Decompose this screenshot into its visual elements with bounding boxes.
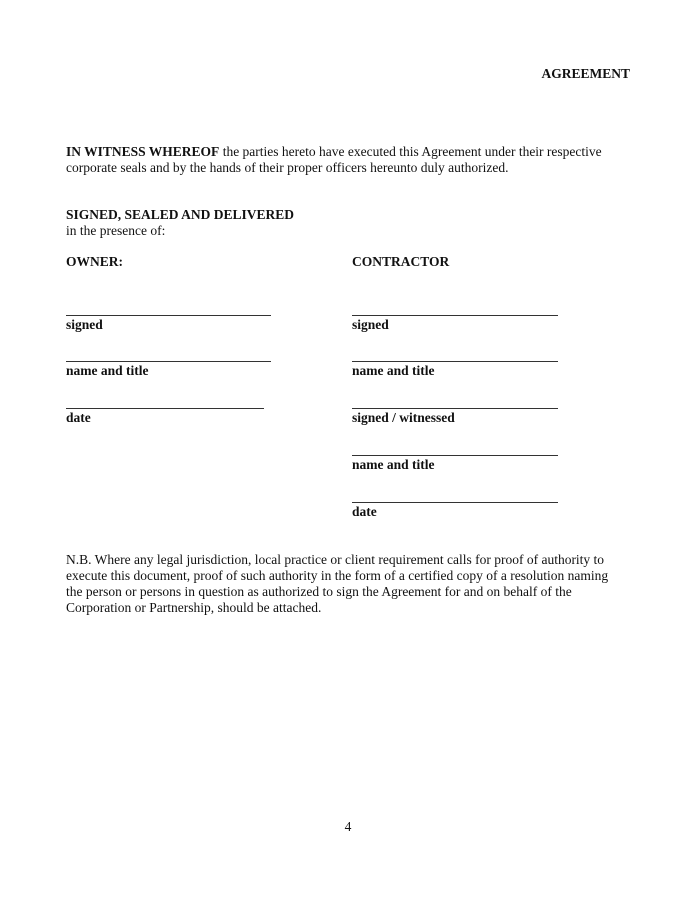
contractor-date-label: date — [352, 504, 377, 519]
contractor-signed-label: signed — [352, 317, 389, 332]
signed-sealed-heading: SIGNED, SEALED AND DELIVERED — [66, 207, 295, 222]
page-number: 4 — [344, 819, 352, 834]
document-header-title: AGREEMENT — [541, 66, 630, 81]
witness-lead: IN WITNESS WHEREOF — [66, 144, 220, 159]
owner-date-label: date — [66, 410, 91, 425]
note-line-3: the person or persons in question as authorized to sign the Agreement for and on behalf of the — [66, 584, 572, 599]
contractor-heading: CONTRACTOR — [352, 254, 450, 269]
contractor-witness-name-title-line[interactable] — [352, 455, 558, 456]
contractor-name-title-label: name and title — [352, 363, 435, 378]
contractor-signed-line[interactable] — [352, 315, 558, 316]
owner-date-line[interactable] — [66, 408, 264, 409]
presence-subheading: in the presence of: — [66, 223, 166, 238]
contractor-date-line[interactable] — [352, 502, 558, 503]
owner-heading: OWNER: — [66, 254, 123, 269]
owner-signed-label: signed — [66, 317, 103, 332]
witness-paragraph-line-2: corporate seals and by the hands of their proper officers hereunto duly authorized. — [66, 160, 509, 175]
witness-line-1-rest: the parties hereto have executed this Agreement under their respective — [219, 144, 602, 159]
owner-name-title-line[interactable] — [66, 361, 271, 362]
contractor-name-title-line[interactable] — [352, 361, 558, 362]
contractor-witness-signed-label: signed / witnessed — [352, 410, 455, 425]
note-line-1: N.B. Where any legal jurisdiction, local practice or client requirement calls for proof of authority to — [66, 552, 605, 567]
owner-name-title-label: name and title — [66, 363, 149, 378]
contractor-witness-name-title-label: name and title — [352, 457, 435, 472]
contractor-witness-signed-line[interactable] — [352, 408, 558, 409]
owner-signed-line[interactable] — [66, 315, 271, 316]
witness-paragraph-line-1 — [66, 144, 602, 160]
note-line-2: execute this document, proof of such authority in the form of a certified copy of a resolution naming — [66, 568, 609, 583]
note-line-4: Corporation or Partnership, should be attached. — [66, 600, 322, 615]
